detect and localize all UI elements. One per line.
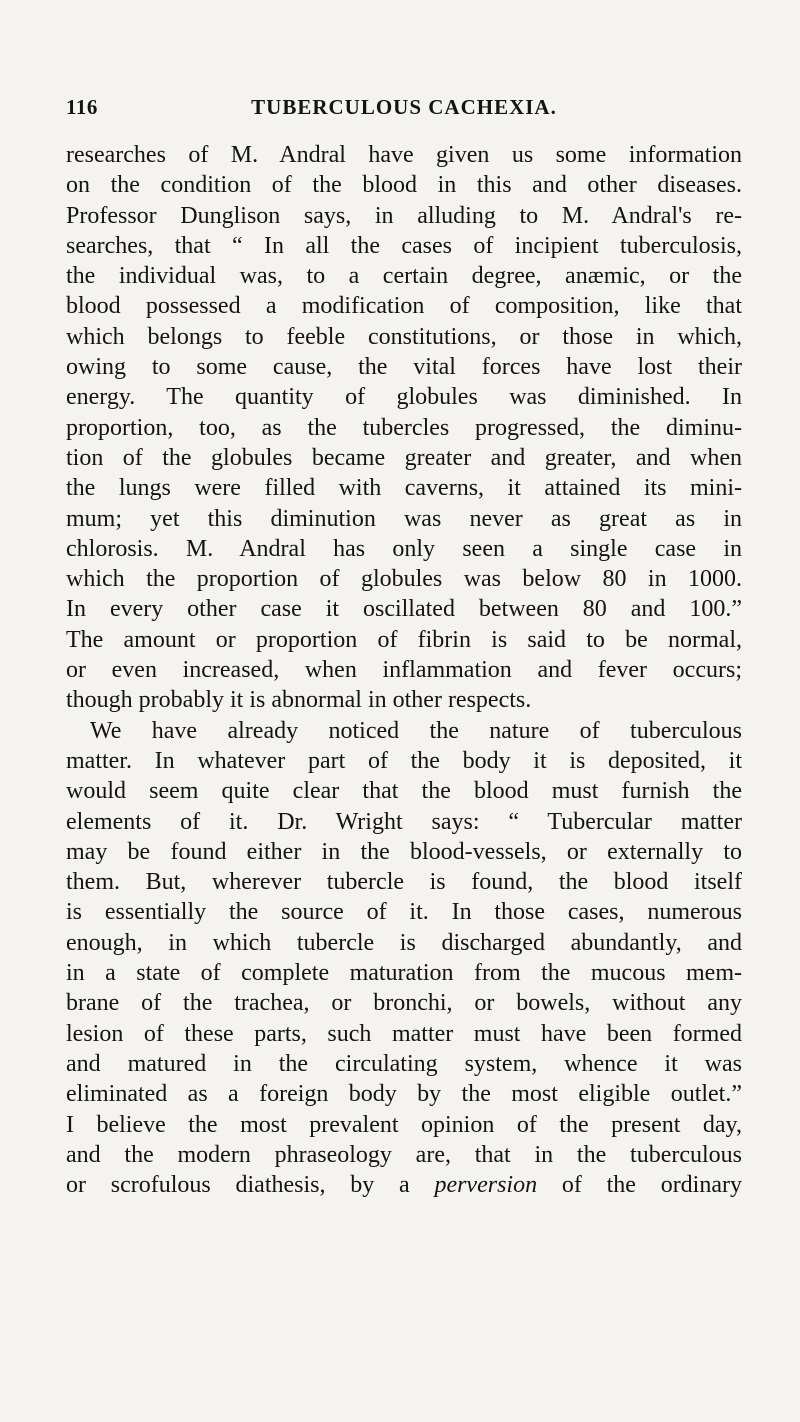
text-line: and the modern phraseology are, that in the tuberculous (66, 1141, 742, 1168)
emphasized-word: perversion (434, 1172, 538, 1199)
text-line: chlorosis. M. Andral has only seen a single case in (66, 535, 742, 562)
text-line: I believe the most prevalent opinion of the present day, (66, 1111, 742, 1138)
text-line: which belongs to feeble constitutions, or those in which, (66, 323, 742, 350)
text-line: on the condition of the blood in this and other diseases. (66, 172, 742, 199)
text-line: mum; yet this diminution was never as great as in (66, 505, 742, 532)
body-text (66, 140, 742, 1200)
text-line: would seem quite clear that the blood must furnish the (66, 778, 742, 805)
text-line: the individual was, to a certain degree, anæmic, or the (66, 263, 742, 290)
running-head (66, 95, 742, 129)
text-line: which the proportion of globules was below 80 in 1000. (66, 566, 742, 593)
text-line: owing to some cause, the vital forces have lost their (66, 354, 742, 381)
text-line: in a state of complete maturation from the mucous mem- (66, 960, 742, 987)
text-line: them. But, wherever tubercle is found, the blood itself (66, 869, 742, 896)
text-line: matter. In whatever part of the body it is deposited, it (66, 747, 742, 774)
text-line: is essentially the source of it. In those cases, numerous (66, 899, 742, 926)
text-line: tion of the globules became greater and greater, and when (66, 444, 742, 471)
text-line: or even increased, when inflammation and fever occurs; (66, 657, 742, 684)
text-line: and matured in the circulating system, whence it was (66, 1050, 742, 1077)
text-line: energy. The quantity of globules was diminished. In (66, 384, 742, 411)
text-line-with-italic: or scrofulous diathesis, by a perversion of the ordinary (66, 1172, 742, 1199)
running-title: TUBERCULOUS CACHEXIA. (251, 95, 557, 119)
text-line: lesion of these parts, such matter must have been formed (66, 1020, 742, 1047)
text-line: brane of the trachea, or bronchi, or bowels, without any (66, 990, 742, 1017)
text-line: may be found either in the blood-vessels, or externally to (66, 838, 742, 865)
text-line: elements of it. Dr. Wright says: “ Tubercular matter (66, 808, 742, 835)
text-line: enough, in which tubercle is discharged abundantly, and (66, 929, 742, 956)
text-line-paragraph-end: though probably it is abnormal in other respects. (66, 687, 532, 714)
text-line: the lungs were filled with caverns, it attained its mini- (66, 475, 742, 502)
text-line: researches of M. Andral have given us some information (66, 142, 742, 168)
text-line: Professor Dunglison says, in alluding to M. Andral's re- (66, 202, 742, 229)
text-line: eliminated as a foreign body by the most eligible outlet.” (66, 1081, 742, 1108)
text-line: proportion, too, as the tubercles progressed, the diminu- (66, 414, 742, 441)
text-line: blood possessed a modification of composition, like that (66, 293, 742, 320)
text-line: The amount or proportion of fibrin is said to be normal, (66, 626, 742, 653)
text-line: searches, that “ In all the cases of incipient tuberculosis, (66, 232, 742, 259)
text-line: In every other case it oscillated between 80 and 100.” (66, 596, 742, 623)
page-number: 116 (66, 95, 98, 119)
text-line-paragraph-start: We have already noticed the nature of tuberculous (90, 717, 742, 744)
